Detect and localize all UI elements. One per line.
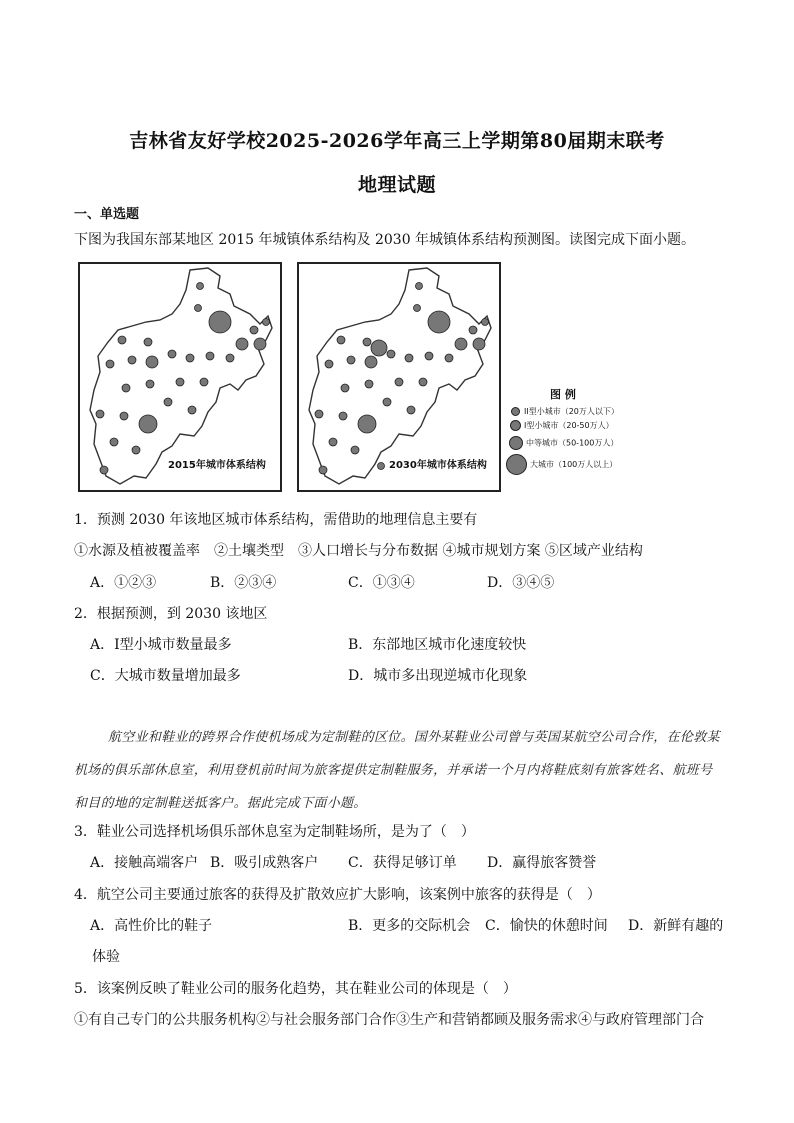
legend-item xyxy=(508,436,618,452)
city-dot xyxy=(325,360,333,368)
city-dot xyxy=(315,410,323,418)
question-5-stem: 5．该案例反映了鞋业公司的服务化趋势，其在鞋业公司的体现是（ ） xyxy=(74,981,517,997)
city-dot xyxy=(263,319,270,326)
city-dot xyxy=(186,354,194,362)
city-dot xyxy=(250,326,258,334)
city-dot xyxy=(428,311,450,333)
city-dot xyxy=(200,378,208,386)
city-dot xyxy=(383,398,391,406)
legend-dot-small xyxy=(511,407,520,416)
city-dot xyxy=(168,350,176,358)
q1-option-a[interactable]: A．①②③ xyxy=(90,575,157,591)
legend-label: II型小城市（20万人以下） xyxy=(524,407,619,416)
city-dot xyxy=(226,354,234,362)
city-dot xyxy=(197,283,204,290)
section-heading: 一、单选题 xyxy=(74,207,140,222)
legend-dot-medium-small xyxy=(510,420,521,431)
q1-option-b[interactable]: B．②③④ xyxy=(210,575,277,591)
city-dot xyxy=(132,446,140,454)
map-2015-label: 2015年城市体系结构 xyxy=(168,460,266,471)
map-2030 xyxy=(297,262,501,492)
region-outline xyxy=(90,268,272,484)
legend-label: I型小城市（20-50万人） xyxy=(524,421,614,430)
city-dot xyxy=(407,406,415,414)
city-dot xyxy=(419,378,427,386)
city-dot xyxy=(365,380,373,388)
city-dot xyxy=(120,412,128,420)
city-dot xyxy=(351,446,359,454)
legend-item xyxy=(508,420,614,434)
city-dot xyxy=(128,356,136,364)
city-dot xyxy=(100,466,108,474)
city-dot xyxy=(144,338,152,346)
legend-item xyxy=(506,454,617,478)
city-dot xyxy=(482,319,489,326)
map-legend xyxy=(504,386,644,482)
map-2015 xyxy=(78,262,282,492)
city-dot xyxy=(209,311,231,333)
q1-option-c[interactable]: C．①③④ xyxy=(348,575,415,591)
legend-dot-large xyxy=(506,454,527,475)
question-4-stem: 4．航空公司主要通过旅客的获得及扩散效应扩大影响，该案例中旅客的获得是（ ） xyxy=(74,887,601,903)
city-dot xyxy=(347,356,355,364)
reading-passage: 航空业和鞋业的跨界合作使机场成为定制鞋的区位。国外某鞋业公司曾与英国某航空公司合作，在伦敦某机场的俱乐部休息室，利用登机前时间为旅客提供定制鞋服务，并承诺一个月内将鞋底刻有旅客姓名、航班号和目的地的定制鞋送抵客户。据此完成下面小题。 xyxy=(74,730,720,811)
legend-label: 大城市（100万人以上） xyxy=(530,460,618,469)
legend-title: 图 例 xyxy=(550,388,576,401)
map-2030-label: 2030年城市体系结构 xyxy=(389,460,487,471)
city-dot xyxy=(96,410,104,418)
q1-option-d[interactable]: D．③④⑤ xyxy=(487,575,555,591)
city-dot xyxy=(236,338,248,350)
city-dot xyxy=(139,415,157,433)
city-dot xyxy=(387,350,395,358)
city-dot xyxy=(414,305,421,312)
q3-option-d[interactable]: D．赢得旅客赞誉 xyxy=(487,855,597,871)
q2-option-d[interactable]: D．城市多出现逆城市化现象 xyxy=(348,668,528,684)
city-dot xyxy=(329,438,337,446)
city-dot xyxy=(176,378,184,386)
city-dot xyxy=(363,338,371,346)
question-5-info: ①有自己专门的公共服务机构②与社会服务部门合作③生产和营销都顾及服务需求④与政府管理部门合 xyxy=(74,1012,704,1028)
city-dot xyxy=(146,380,154,388)
q3-option-a[interactable]: A．接触高端客户 xyxy=(90,855,199,871)
city-dot xyxy=(365,356,377,368)
region-outline xyxy=(309,268,491,484)
q4-option-d[interactable]: D．新鲜有趣的 xyxy=(628,918,724,934)
q4-option-d-continued: 体验 xyxy=(92,949,120,965)
q2-option-c[interactable]: C．大城市数量增加最多 xyxy=(90,668,241,684)
question-1-info: ①水源及植被覆盖率 ②土壤类型 ③人口增长与分布数据 ④城市规划方案 ⑤区域产业结构 xyxy=(74,543,643,559)
city-dot xyxy=(106,360,114,368)
q3-option-b[interactable]: B．吸引成熟客户 xyxy=(210,855,319,871)
city-dot xyxy=(110,438,118,446)
city-dot xyxy=(195,305,202,312)
city-dot xyxy=(319,466,327,474)
city-dot xyxy=(378,463,385,470)
city-dot xyxy=(395,378,403,386)
exam-subtitle: 地理试题 xyxy=(357,174,436,196)
question-1-stem: 1．预测 2030 年该地区城市体系结构，需借助的地理信息主要有 xyxy=(74,512,478,528)
city-dot xyxy=(118,336,126,344)
question-2-stem: 2．根据预测，到 2030 该地区 xyxy=(74,606,268,622)
city-dot xyxy=(445,354,453,362)
city-dot xyxy=(146,356,158,368)
q2-option-b[interactable]: B．东部地区城市化速度较快 xyxy=(348,637,527,653)
exam-title: 吉林省友好学校2025-2026学年高三上学期第80届期末联考 xyxy=(129,130,665,152)
legend-dot-medium xyxy=(509,436,523,450)
city-dot xyxy=(122,384,130,392)
section-intro: 下图为我国东部某地区 2015 年城镇体系结构及 2030 年城镇体系结构预测图。读图完成下面小题。 xyxy=(74,232,696,248)
city-dot xyxy=(337,336,345,344)
q4-option-b[interactable]: B．更多的交际机会 xyxy=(348,918,471,934)
city-dot xyxy=(371,340,387,356)
city-dot xyxy=(254,338,266,350)
question-3-stem: 3．鞋业公司选择机场俱乐部休息室为定制鞋场所，是为了（ ） xyxy=(74,824,475,840)
city-dot xyxy=(469,326,477,334)
city-dot xyxy=(455,338,467,350)
q2-option-a[interactable]: A．Ⅰ型小城市数量最多 xyxy=(90,637,232,653)
city-dot xyxy=(425,352,433,360)
city-dot xyxy=(358,415,376,433)
legend-label: 中等城市（50-100万人） xyxy=(526,438,619,448)
legend-item xyxy=(508,406,619,418)
q3-option-c[interactable]: C．获得足够订单 xyxy=(348,855,457,871)
city-dot xyxy=(188,406,196,414)
city-dot xyxy=(416,283,423,290)
city-dot xyxy=(341,384,349,392)
city-dot xyxy=(339,412,347,420)
city-dot xyxy=(206,352,214,360)
q4-option-c[interactable]: C．愉快的休憩时间 xyxy=(485,918,608,934)
city-dot xyxy=(473,338,485,350)
city-dot xyxy=(405,354,413,362)
q4-option-a[interactable]: A．高性价比的鞋子 xyxy=(90,918,213,934)
city-dot xyxy=(164,398,172,406)
